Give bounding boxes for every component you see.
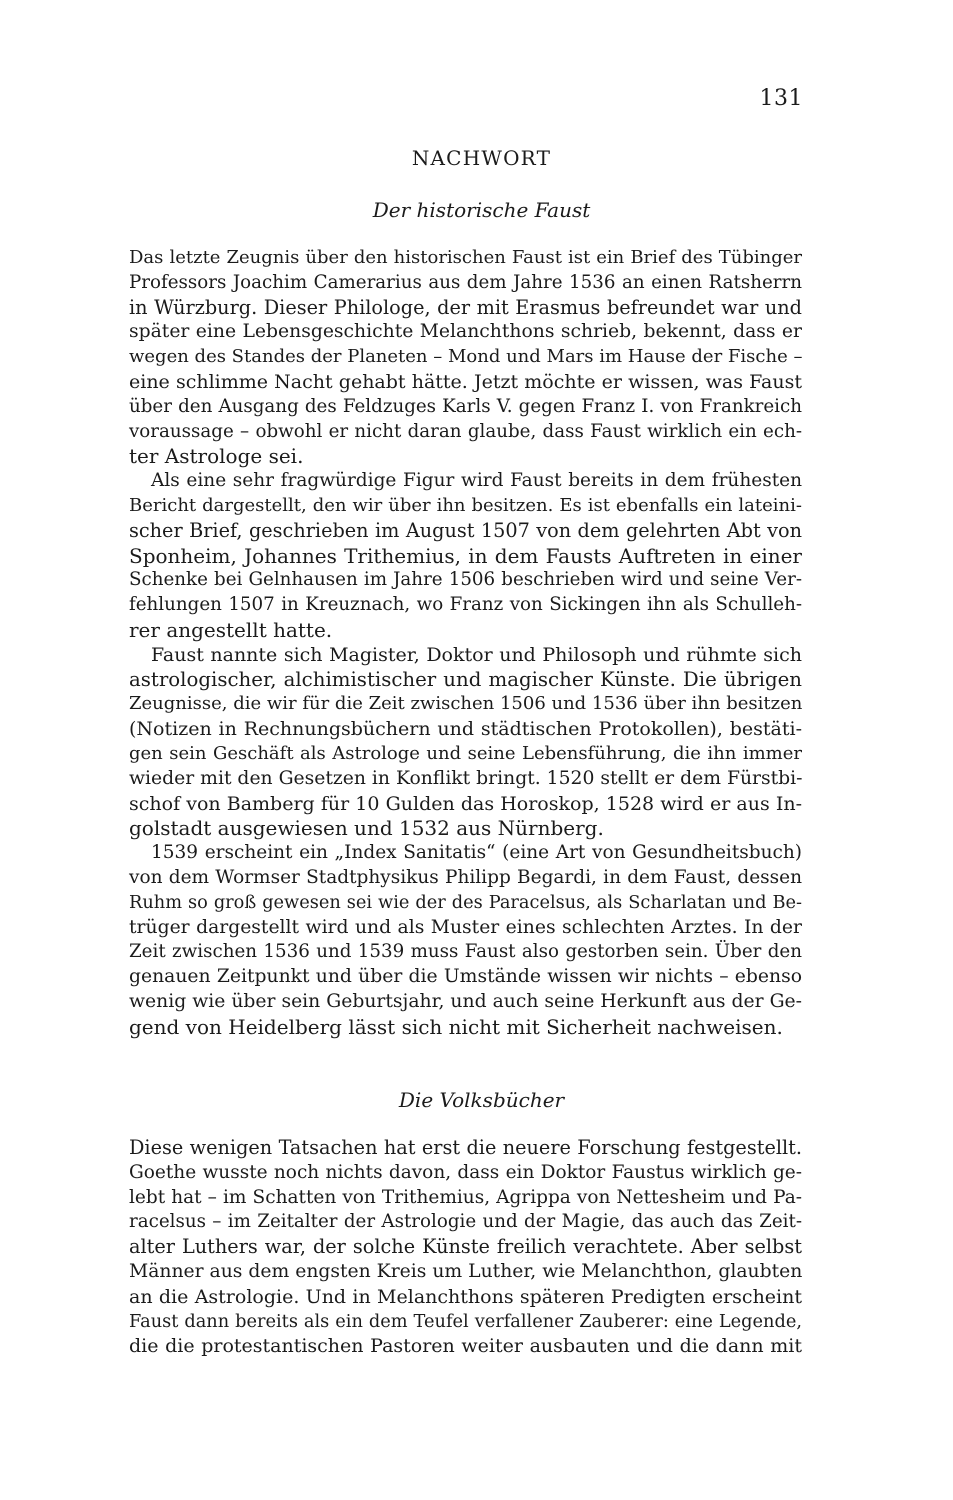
text-line: eine schlimme Nacht gehabt hätte. Jetzt möchte er wissen, was Faust [129,370,802,393]
text-line: schof von Bamberg für 10 Gulden das Horoskop, 1528 wird er aus In- [129,792,802,815]
text-line: gend von Heidelberg lässt sich nicht mit Sicherheit nachweisen. [129,1014,783,1039]
page-title: NACHWORT [411,146,552,170]
text-line: von dem Wormser Stadtphysikus Philipp Begardi, in dem Faust, dessen [129,866,802,888]
text-line: trüger dargestellt wird und als Muster eines schlechten Arztes. In der [129,916,802,938]
text-line: Schenke bei Gelnhausen im Jahre 1506 beschrieben wird und seine Ver- [129,569,802,591]
text-line: (Notizen in Rechnungsbüchern und städtischen Protokollen), bestäti- [129,718,802,741]
text-line: ter Astrologe sei. [129,444,304,469]
section-heading-historical-faust: Der historische Faust [372,198,591,222]
text-line: Goethe wusste noch nichts davon, dass ein Doktor Faustus wirklich ge- [129,1161,802,1183]
text-line: lebt hat – im Schatten von Trithemius, Agrippa von Nettesheim und Pa- [129,1186,802,1208]
text-line: in Würzburg. Dieser Philologe, der mit Erasmus befreundet war und [129,295,802,319]
text-line: über den Ausgang des Feldzuges Karls V. gegen Franz I. von Frankreich [129,395,802,417]
text-line: racelsus – im Zeitalter der Astrologie und der Magie, das auch das Zeit- [129,1211,802,1233]
page-number: 131 [759,86,803,111]
text-line: Sponheim, Johannes Trithemius, in dem Fausts Auftreten in einer [129,543,802,568]
text-line: Zeugnisse, die wir für die Zeit zwischen 1506 und 1536 über ihn besitzen [129,693,803,715]
text-line: Faust nannte sich Magister, Doktor und Philosoph und rühmte sich [151,643,802,666]
text-line: wieder mit den Gesetzen in Konflikt bringt. 1520 stellt er dem Fürstbi- [129,767,803,789]
text-line: golstadt ausgewiesen und 1532 aus Nürnberg. [129,816,604,841]
text-line: später eine Lebensgeschichte Melanchthons schrieb, bekennt, dass er [129,321,802,343]
text-line: fehlungen 1507 in Kreuznach, wo Franz von Sickingen ihn als Schulleh- [129,594,802,616]
text-line: gen sein Geschäft als Astrologe und seine Lebensführung, die ihn immer [129,742,802,764]
text-line: scher Brief, geschrieben im August 1507 von dem gelehrten Abt von [129,518,802,542]
text-line: Als eine sehr fragwürdige Figur wird Faust bereits in dem frühesten [151,470,802,492]
text-line: Zeit zwischen 1536 und 1539 muss Faust also gestorben sein. Über den [129,941,802,963]
text-line: wegen des Standes der Planeten – Mond und Mars im Hause der Fische – [129,346,803,368]
text-line: Das letzte Zeugnis über den historischen Faust ist ein Brief des Tübinger [129,247,802,268]
section-body-historical-faust [129,246,802,1040]
text-line: an die Astrologie. Und in Melanchthons späteren Predigten erscheint [129,1285,802,1308]
text-line: Männer aus dem engsten Kreis um Luther, wie Melanchthon, glaubten [129,1260,803,1282]
text-line: Bericht dargestellt, den wir über ihn besitzen. Es ist ebenfalls ein lateini- [129,494,802,516]
text-line: Professors Joachim Camerarius aus dem Jahre 1536 an einen Ratsherrn [129,271,802,293]
text-line: wenig wie über sein Geburtsjahr, und auch seine Herkunft aus der Ge- [129,990,802,1012]
text-line: die die protestantischen Pastoren weiter ausbauten und die dann mit [129,1335,802,1358]
text-line: Ruhm so groß gewesen sei wie der des Paracelsus, als Scharlatan und Be- [129,892,802,913]
text-line: voraussage – obwohl er nicht daran glaube, dass Faust wirklich ein ech- [129,420,802,442]
text-line: Diese wenigen Tatsachen hat erst die neuere Forschung festgestellt. [129,1136,802,1159]
section-heading-volksbuecher: Die Volksbücher [398,1088,565,1112]
text-line: rer angestellt hatte. [129,617,333,642]
section-body-volksbuecher [129,1136,802,1359]
text-line: 1539 erscheint ein „Index Sanitatis“ (eine Art von Gesundheitsbuch) [151,842,802,864]
text-line: Faust dann bereits als ein dem Teufel verfallener Zauberer: eine Legende, [129,1311,802,1332]
text-line: alter Luthers war, der solche Künste freilich verachtete. Aber selbst [129,1235,802,1259]
text-line: astrologischer, alchimistischer und magischer Künste. Die übrigen [129,667,802,691]
text-line: genauen Zeitpunkt und über die Umstände wissen wir nichts – ebenso [129,966,802,988]
